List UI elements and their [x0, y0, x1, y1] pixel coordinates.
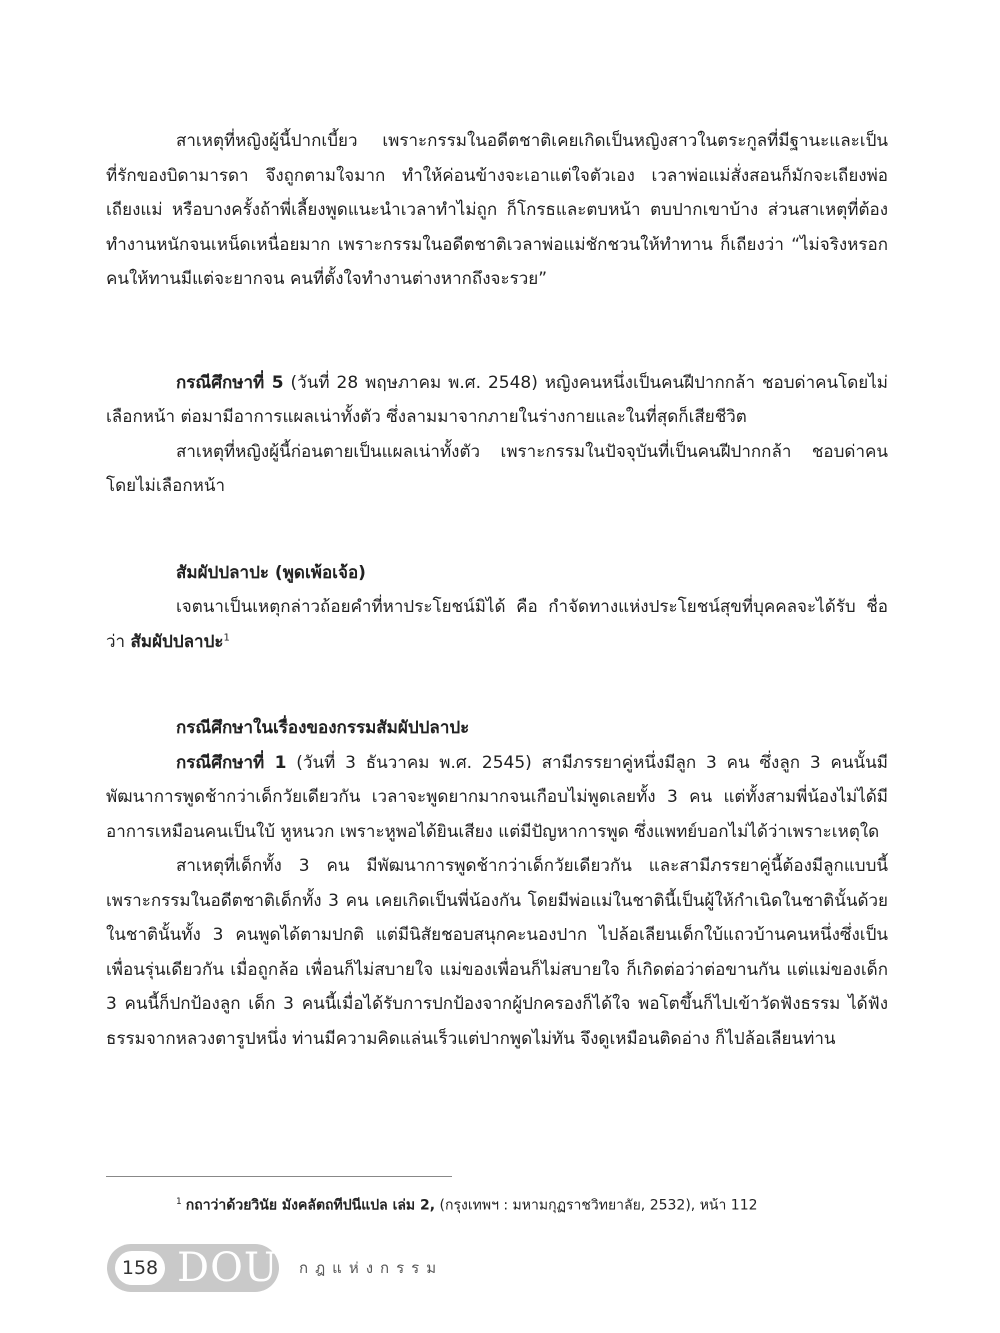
- page-footer: [107, 1244, 527, 1292]
- case-1-text: (วันที่ 3 ธันวาคม พ.ศ. 2545) สามีภรรยาคู่หนึ่งมีลูก 3 คน ซึ่งลูก 3 คนนั้นมีพัฒนาการพูดช้ากว่าเด็กวัยเดียวกัน เวลาจะพูดยากมากจนเกือบไม่พูดเลยทั้ง 3 คน แต่ทั้งสามพี่น้องไม่ได้มีอาการเหมือนคนเป็นใบ้ หูหนวก เพราะหูพอได้ยินเสียง แต่มีปัญหาการพูด ซึ่งแพทย์บอกไม่ได้ว่าเพราะเหตุใด: [106, 752, 888, 842]
- paragraph-case-5: [106, 366, 888, 435]
- paragraph-p4: [106, 590, 888, 659]
- page-number: 158: [115, 1251, 165, 1285]
- section-heading-samphappalapa: สัมผัปปลาปะ (พูดเพ้อเจ้อ): [176, 562, 366, 583]
- paragraph-p3: สาเหตุที่หญิงผู้นี้ก่อนตายเป็นแผลเน่าทั้งตัว เพราะกรรมในปัจจุบันที่เป็นคนฝีปากกล้า ชอบด่าคนโดยไม่เลือกหน้า: [106, 441, 888, 496]
- case-1-label: กรณีศึกษาที่ 1: [176, 752, 287, 773]
- footnote: [176, 1191, 896, 1217]
- section-heading-case-studies: กรณีศึกษาในเรื่องของกรรมสัมผัปปลาปะ: [176, 718, 470, 738]
- footnote-ref[interactable]: 1: [223, 631, 230, 643]
- case-5-text: (วันที่ 28 พฤษภาคม พ.ศ. 2548) หญิงคนหนึ่งเป็นคนฝีปากกล้า ชอบด่าคนโดยไม่เลือกหน้า ต่อมามีอาการแผลเน่าทั้งตัว ซึ่งลามมาจากภายในร่างกายและในที่สุดก็เสียชีวิต: [106, 372, 888, 427]
- footnote-divider: [106, 1176, 452, 1177]
- footnote-bold: กถาว่าด้วยวินัย มังคลัตถทีปนีแปล เล่ม 2,: [185, 1197, 436, 1214]
- p4-bold-term: สัมผัปปลาปะ: [130, 631, 224, 652]
- footnote-marker: 1: [176, 1197, 182, 1207]
- case-5-label: กรณีศึกษาที่ 5: [176, 372, 284, 393]
- paragraph-p6: สาเหตุที่เด็กทั้ง 3 คน มีพัฒนาการพูดช้ากว่าเด็กวัยเดียวกัน และสามีภรรยาคู่นี้ต้องมีลูกแบบนี้ เพราะกรรมในอดีตชาติเด็กทั้ง 3 คน เคยเกิดเป็นพี่น้องกัน โดยมีพ่อแม่ในชาตินี้เป็นผู้ให้กำเนิดในชาตินั้นด้วย ในชาตินั้นทั้ง 3 คนพูดได้ตามปกติ แต่มีนิสัยชอบสนุกคะนองปาก ไปล้อเลียนเด็กใบ้แถวบ้านคนหนึ่งซึ่งเป็นเพื่อนรุ่นเดียวกัน เมื่อถูกล้อ เพื่อนก็ไม่สบายใจ แม่ของเพื่อนก็ไม่สบายใจ ก็เกิดต่อว่าต่อขานกัน แต่แม่ของเด็ก 3 คนนี้ก็ปกป้องลูก เด็ก 3 คนนี้เมื่อได้รับการปกป้องจากผู้ปกครองก็ได้ใจ พอโตขึ้นก็ไปเข้าวัดฟังธรรม ได้ฟังธรรมจากหลวงตารูปหนึ่ง ท่านมีความคิดแล่นเร็วแต่ปากพูดไม่ทัน จึงดูเหมือนติดอ่าง ก็ไปล้อเลียนท่าน: [106, 856, 888, 1049]
- footer-pill: [107, 1244, 279, 1292]
- dou-logo: DOU: [177, 1245, 279, 1291]
- page-body: [106, 124, 888, 1056]
- p4-text: เจตนาเป็นเหตุกล่าวถ้อยคำที่หาประโยชน์มิได้ คือ กำจัดทางแห่งประโยชน์สุขที่บุคคลจะได้รับ ชื่อว่า: [106, 597, 888, 652]
- paragraph-p1: สาเหตุที่หญิงผู้นี้ปากเบี้ยว เพราะกรรมในอดีตชาติเคยเกิดเป็นหญิงสาวในตระกูลที่มีฐานะและเป็นที่รักของบิดามารดา จึงถูกตามใจมาก ทำให้ค่อนข้างจะเอาแต่ใจตัวเอง เวลาพ่อแม่สั่งสอนก็มักจะเถียงพ่อเถียงแม่ หรือบางครั้งถ้าพี่เลี้ยงพูดแนะนำเวลาทำไม่ถูก ก็โกรธและตบหน้า ตบปากเขาบ้าง ส่วนสาเหตุที่ต้องทำงานหนักจนเหน็ดเหนื่อยมาก เพราะกรรมในอดีตชาติเวลาพ่อแม่ชักชวนให้ทำทาน ก็เถียงว่า “ไม่จริงหรอก คนให้ทานมีแต่จะยากจน คนที่ตั้งใจทำงานต่างหากถึงจะรวย”: [106, 131, 888, 289]
- paragraph-case-1: [106, 746, 888, 850]
- footnote-rest: (กรุงเทพฯ : มหามกุฏราชวิทยาลัย, 2532), หน้า 112: [435, 1197, 758, 1214]
- book-title: กฎแห่งกรรม: [299, 1259, 444, 1277]
